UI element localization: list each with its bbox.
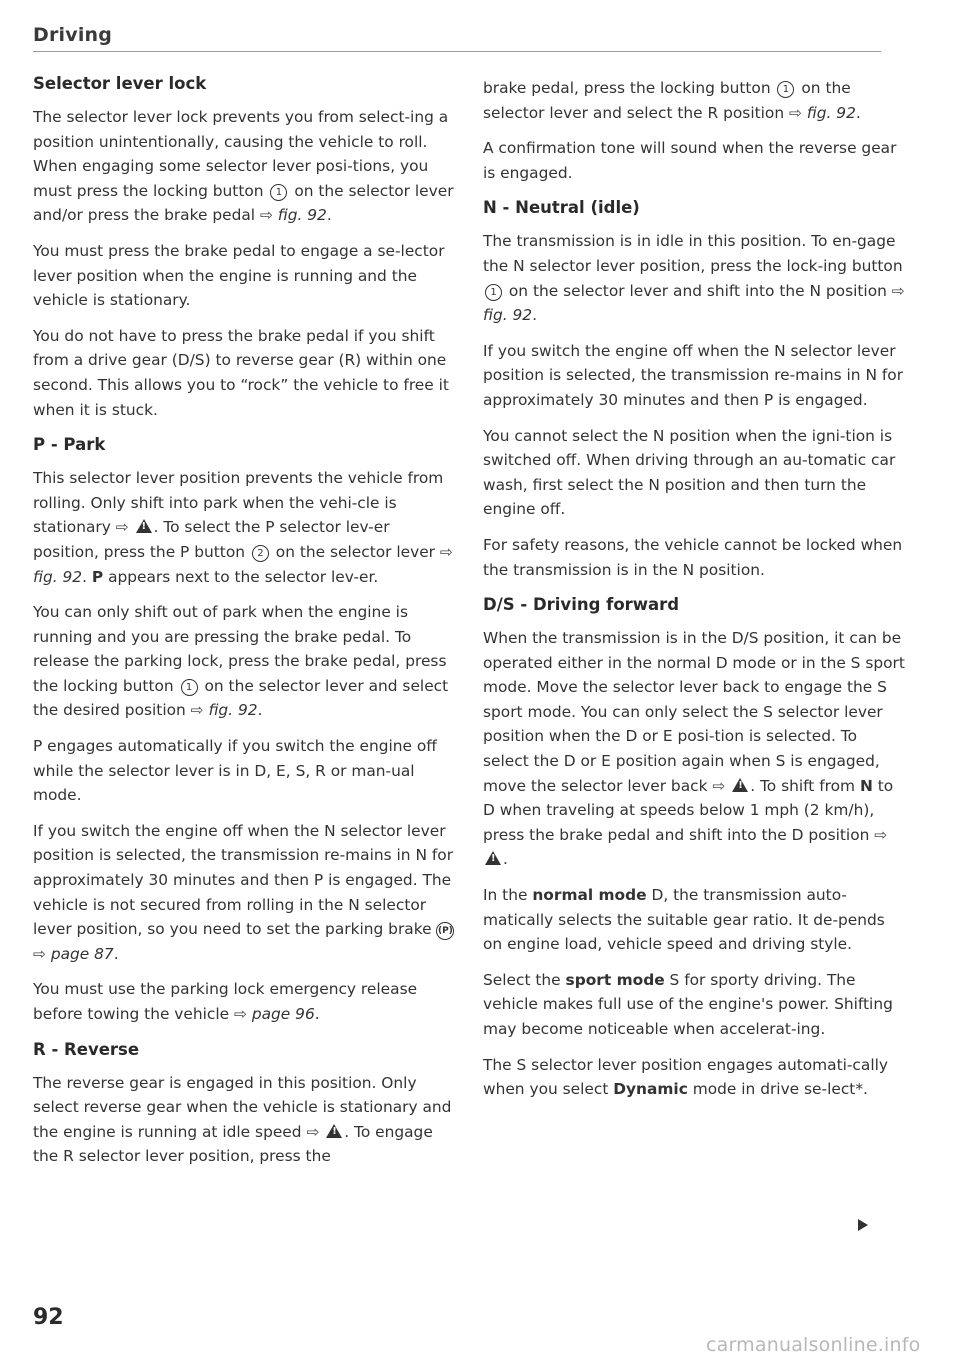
text: You can only shift out of park when the engine is running and you are pressing the brake pedal. To release the parking lock, press the brake pedal, press the locking button [33,603,447,695]
paragraph: If you switch the engine off when the N selector lever position is selected, the transmission re-mains in N for approximately 30 minutes and then P is engaged. The vehicle is not secured from rolling in the N selector lever position, so you need to set the parking brake (P) ⇨ page 87. [33,821,454,963]
text: When the transmission is in the D/S position, it can be operated either in the normal D mode or in the S sport mode. Move the selector lever back to engage the S sport mode. You can only select the S selector lever position when the D or E posi-tion is selected. To select the D or E position again when S is engaged, move the selector lever back [483,629,905,795]
paragraph: P engages automatically if you switch the engine off while the selector lever is in D, E, S, R or man-ual mode. [33,737,437,805]
text: on the selector lever [270,542,440,561]
paragraph: This selector lever position prevents the vehicle from rolling. Only shift into park when the vehi-cle is stationary ⇨ ! . To select the P selector lev-er position, press the P button 2 on the selector lever ⇨ fig. 92. P appears next to the selector lev-er. [33,466,455,589]
text: Select the [483,970,566,989]
text: The reverse gear is engaged in this position. Only select reverse gear when the vehicle is stationary and the engine is running at idle speed [33,1073,452,1141]
text: The transmission is in idle in this position. To en-gage the N selector lever position, press the lock-ing button [483,232,903,275]
figure-link[interactable]: fig. 92 [33,567,83,586]
paragraph: For safety reasons, the vehicle cannot be locked when the transmission is in the N position. [483,535,903,579]
left-column [33,72,455,1180]
bold-text: normal mode [532,886,647,905]
paragraph: A confirmation tone will sound when the reverse gear is engaged. [483,139,897,182]
arrow-right-icon: ⇨ [712,776,726,795]
paragraph: brake pedal, press the locking button 1 on the selector lever and select the R position ⇨ fig. 92. [483,79,861,122]
text: This selector lever position prevents the vehicle from rolling. Only shift into park when the vehi-cle is stationary [33,469,444,537]
paragraph: You do not have to press the brake pedal if you shift from a drive gear (D/S) to reverse gear (R) within one second. This allows you to “rock” the vehicle to free it when it is stuck. [33,326,449,419]
page-link[interactable]: page 96 [251,1005,315,1023]
arrow-right-icon: ⇨ [234,1005,247,1023]
text: mode in drive se-lect*. [687,1080,868,1099]
watermark: carmanualsonline.info [706,1334,921,1356]
text: on the selector lever and/or press the brake pedal [33,181,454,225]
text: You must use the parking lock emergency release before towing the vehicle [33,980,418,1023]
heading-park: P - Park [33,435,106,455]
bold-text: P [91,567,104,586]
heading-selector-lever-lock: Selector lever lock [33,74,207,93]
bold-text: sport mode [565,970,665,989]
paragraph [483,1053,905,1102]
page-link[interactable]: page 87 [50,944,114,963]
right-column [483,76,905,1113]
arrow-right-icon: ⇨ [115,518,129,537]
warning-icon[interactable] [326,1124,342,1138]
paragraph: You must press the brake pedal to engage a se-lector lever position when the engine is running and the vehicle is stationary. [33,241,445,310]
text: The S selector lever position engages automati-cally when you select [483,1055,888,1099]
arrow-right-icon: ⇨ [788,103,802,122]
paragraph: You must use the parking lock emergency release before towing the vehicle ⇨ page 96. [33,980,418,1023]
text: on the selector lever and select the desired position [33,676,449,720]
heading-drive: D/S - Driving forward [483,595,680,615]
paragraph: The transmission is in idle in this position. To en-gage the N selector lever position, press the lock-ing button 1 on the selector lever and shift into the N position ⇨ fig. 92. [483,232,905,325]
text: on the selector lever and shift into the N position [504,281,892,300]
figure-link[interactable]: fig. 92 [806,103,856,122]
warning-icon[interactable] [732,778,748,792]
paragraph: When the transmission is in the D/S position, it can be operated either in the normal D mode or in the S sport mode. Move the selector lever back to engage the S sport mode. You can only select the S selector lever position when the D or E posi-tion is selected. To select the D or E position again when S is engaged, move the selector lever back ⇨ ! . To shift from N to D when traveling at speeds below 1 mph (2 km/h), press the brake pedal and shift into the D position ⇨ !. [483,626,905,872]
paragraph: If you switch the engine off when the N selector lever position is selected, the transmission re-mains in N for approximately 30 minutes and then P is engaged. [483,341,904,409]
text: . To select the P selector lev-er position, press the P button [33,518,390,561]
section-title: Driving [33,24,113,46]
text: S for sporty driving. The vehicle makes full use of the engine's power. Shifting may become noticeable when accelerat-ing. [483,970,893,1038]
arrow-right-icon: ⇨ [874,825,888,844]
heading-reverse: R - Reverse [33,1039,140,1059]
callout-1-icon: 1 [485,284,502,301]
parking-brake-icon: (P) [436,922,454,940]
text: brake pedal, press the locking button [483,79,776,97]
warning-icon[interactable] [136,519,152,533]
arrow-right-icon: ⇨ [259,206,273,225]
paragraph: You can only shift out of park when the engine is running and you are pressing the brake pedal. To release the parking lock, press the brake pedal, press the locking button 1 on the selector lever and select the desired position ⇨ fig. 92. [33,603,449,720]
text: appears next to the selector lev-er. [103,567,379,586]
arrow-right-icon: ⇨ [190,701,204,720]
page-number: 92 [33,1305,64,1330]
callout-1-icon: 1 [270,184,287,201]
paragraph [483,968,905,1042]
arrow-right-icon: ⇨ [33,944,46,963]
paragraph [483,883,905,957]
text: . To shift from [750,776,860,795]
continue-arrow-icon[interactable] [858,1219,868,1231]
arrow-right-icon: ⇨ [306,1122,320,1141]
paragraph: The selector lever lock prevents you from select-ing a position unintentionally, causing the vehicle to roll. When engaging some selector lever posi-tions, you must press the locking button 1 on the selector lever and/or press the brake pedal ⇨ fig. 92. [33,108,454,225]
figure-link[interactable]: fig. 92 [208,701,258,720]
warning-icon[interactable] [485,851,501,865]
paragraph [33,1071,455,1169]
callout-1-icon: 1 [181,679,198,696]
bold-text: N [859,776,873,795]
paragraph: You cannot select the N position when the igni-tion is switched off. When driving through an au-tomatic car wash, first select the N position and then turn the engine off. [483,426,896,519]
text: The selector lever lock prevents you from select-ing a position unintentionally, causing the vehicle to roll. When engaging some selector lever posi-tions, you must press the locking button [33,108,449,200]
text: to D when traveling at speeds below 1 mph (2 km/h), press the brake pedal and shift into the D position [483,776,894,844]
text: D, the transmission auto-matically selects the suitable gear ratio. It de-pends on engine load, vehicle speed and driving style. [483,886,885,954]
bold-text: Dynamic [613,1080,688,1099]
callout-2-icon: 2 [252,545,269,562]
text: If you switch the engine off when the N selector lever position is selected, the transmission re-mains in N for approximately 30 minutes and then P is engaged. The vehicle is not secured from rolling in the N selector lever position, so you need to set the parking brake [33,821,454,939]
callout-1-icon: 1 [777,81,794,98]
arrow-right-icon: ⇨ [439,542,453,561]
text: on the selector lever and select the R position [483,79,851,122]
heading-neutral: N - Neutral (idle) [483,198,640,218]
text: In the [483,886,533,905]
arrow-right-icon: ⇨ [891,281,905,300]
figure-link[interactable]: fig. 92 [277,206,327,225]
header-rule [33,51,881,52]
text: . To engage the R selector lever position, press the [33,1122,433,1166]
figure-link[interactable]: fig. 92 [483,306,533,325]
